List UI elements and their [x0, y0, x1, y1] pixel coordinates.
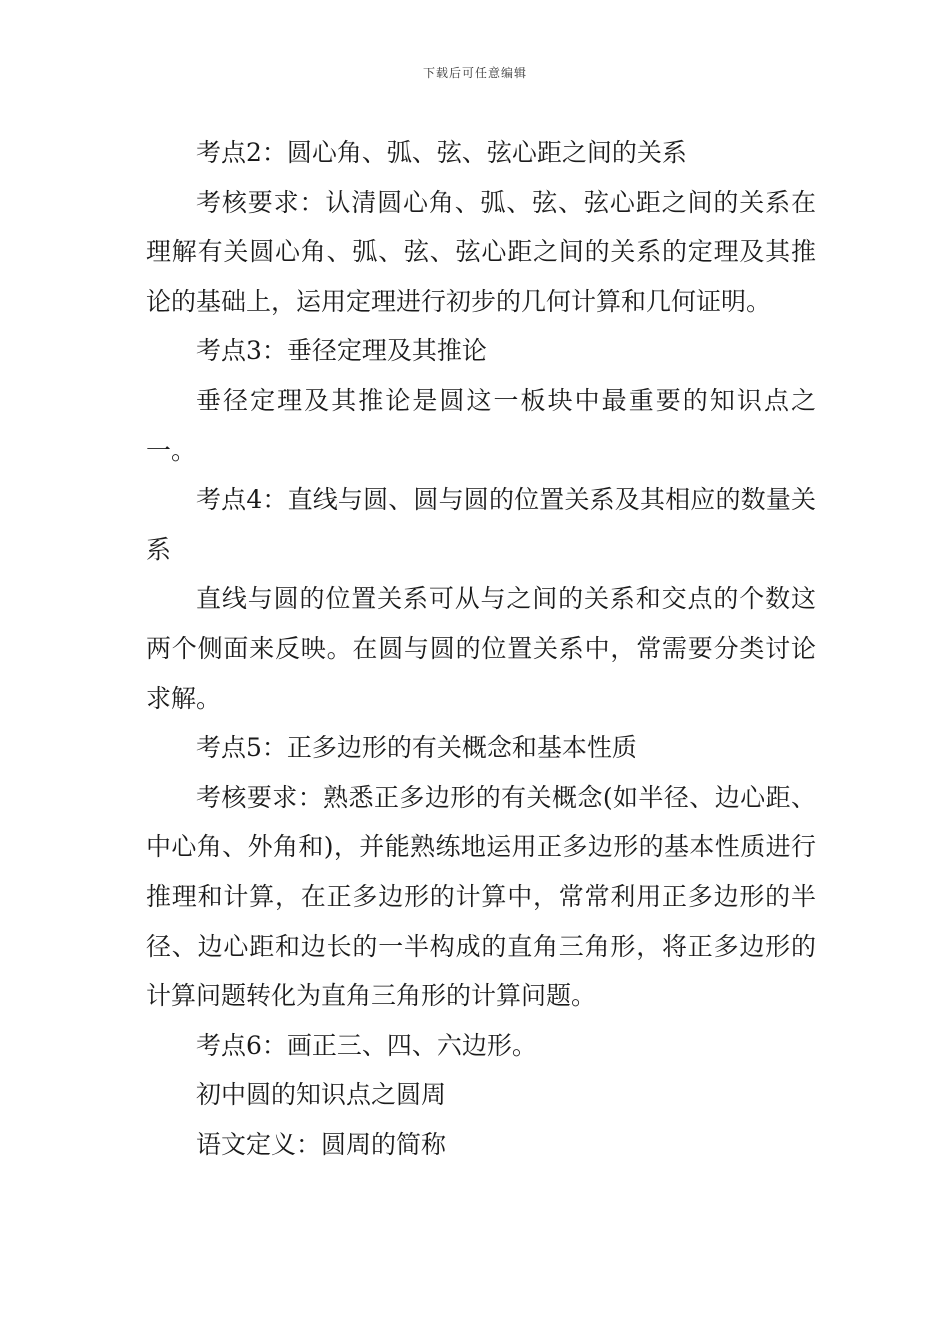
paragraph-point-2-requirement: 考核要求：认清圆心角、弧、弦、弦心距之间的关系在理解有关圆心角、弧、弦、弦心距之间的关系的定理及其推论的基础上，运用定理进行初步的几何计算和几何证明。	[146, 187, 816, 316]
heading-point-5: 考点5：正多边形的有关概念和基本性质	[196, 733, 637, 763]
document-body	[146, 128, 816, 1169]
paragraph-point-4-content: 直线与圆的位置关系可从与之间的关系和交点的个数这两个侧面来反映。在圆与圆的位置关系中，常需要分类讨论求解。	[146, 584, 816, 713]
heading-point-4: 考点4：直线与圆、圆与圆的位置关系及其相应的数量关系	[146, 485, 816, 564]
header-note: 下载后可任意编辑	[422, 66, 527, 80]
heading-circumference: 初中圆的知识点之圆周	[196, 1080, 447, 1110]
heading-point-3: 考点3：垂径定理及其推论	[196, 336, 487, 366]
heading-point-2: 考点2：圆心角、弧、弦、弦心距之间的关系	[196, 138, 687, 167]
paragraph-point-3-content: 垂径定理及其推论是圆这一板块中最重要的知识点之一。	[146, 385, 816, 465]
paragraph-point-5-requirement: 考核要求：熟悉正多边形的有关概念(如半径、边心距、中心角、外角和)，并能熟练地运用正多边形的基本性质进行推理和计算，在正多边形的计算中，常常利用正多边形的半径、边心距和边长的一半构成的直角三角形，将正多边形的计算问题转化为直角三角形的计算问题。	[146, 782, 816, 1011]
paragraph-definition: 语文定义：圆周的简称	[196, 1129, 447, 1159]
heading-point-6: 考点6：画正三、四、六边形。	[196, 1030, 537, 1060]
